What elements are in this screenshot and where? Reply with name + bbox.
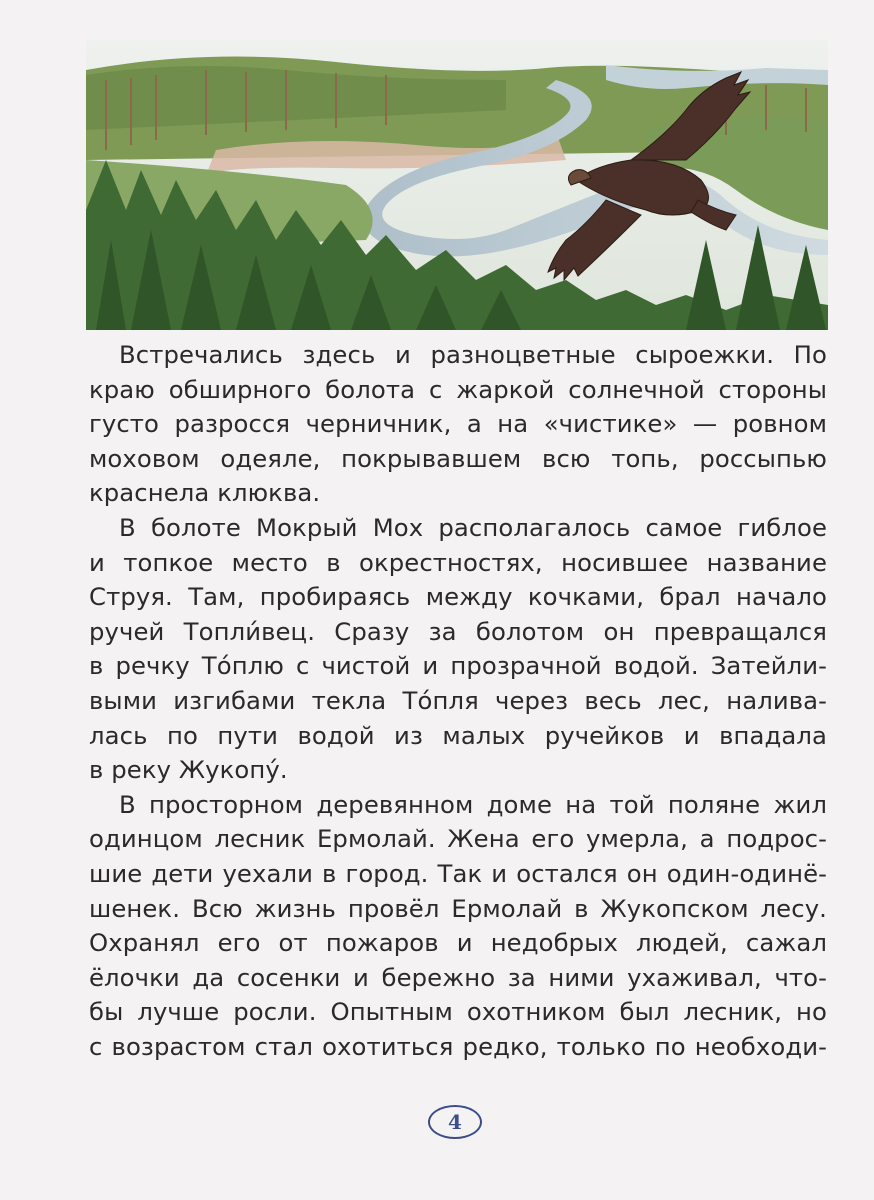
text-line: одинцом лесник Ермолай. Жена его умерла, а подрос-	[89, 824, 827, 854]
text-line: в реку Жукопу́.	[89, 755, 288, 785]
text-line: ёлочки да сосенки и бережно за ними ухаживал, что-	[89, 962, 827, 992]
text-line: с возрастом стал охотиться редко, только по необходи-	[89, 1031, 827, 1061]
text-line: краснела клюква.	[89, 478, 321, 508]
paragraph-1	[89, 338, 827, 511]
text-line: Встречались здесь и разноцветные сыроежки. По	[119, 340, 827, 369]
text-line: В болоте Мокрый Мох располагалось самое гиблое	[119, 512, 827, 542]
text-line: Струя. Там, пробираясь между кочками, брал начало	[89, 582, 827, 612]
text-line: краю обширного болота с жаркой солнечной стороны	[89, 374, 827, 404]
text-line: и топкое место в окрестностях, носившее название	[89, 547, 827, 577]
text-line: ручей Топли́вец. Сразу за болотом он превращался	[89, 616, 827, 646]
text-line: шие дети уехали в город. Так и остался он один-одинё-	[89, 858, 827, 888]
text-line: В просторном деревянном доме на той поляне жил	[119, 789, 827, 819]
text-line: бы лучше росли. Опытным охотником был лесник, но	[89, 997, 827, 1027]
text-line: лась по пути водой из малых ручейков и впадала	[89, 720, 827, 750]
text-line: моховом одеяле, покрывавшем всю топь, россыпью	[89, 443, 827, 473]
text-line: Охранял его от пожаров и недобрых людей, сажал	[89, 928, 827, 958]
page-number: 4	[428, 1105, 482, 1139]
paragraph-3	[89, 788, 827, 1065]
text-line: шенек. Всю жизнь провёл Ермолай в Жукопском лесу.	[89, 893, 827, 923]
story-text	[89, 338, 827, 1064]
text-line: выми изгибами текла То́пля через весь лес, налива-	[89, 685, 827, 715]
text-line: густо разросся черничник, а на «чистике» — ровном	[89, 409, 827, 439]
text-line: в речку То́плю с чистой и прозрачной водой. Затейли-	[89, 651, 827, 681]
kite-bird-over-forest-river-illustration	[86, 40, 828, 330]
paragraph-2	[89, 511, 827, 788]
